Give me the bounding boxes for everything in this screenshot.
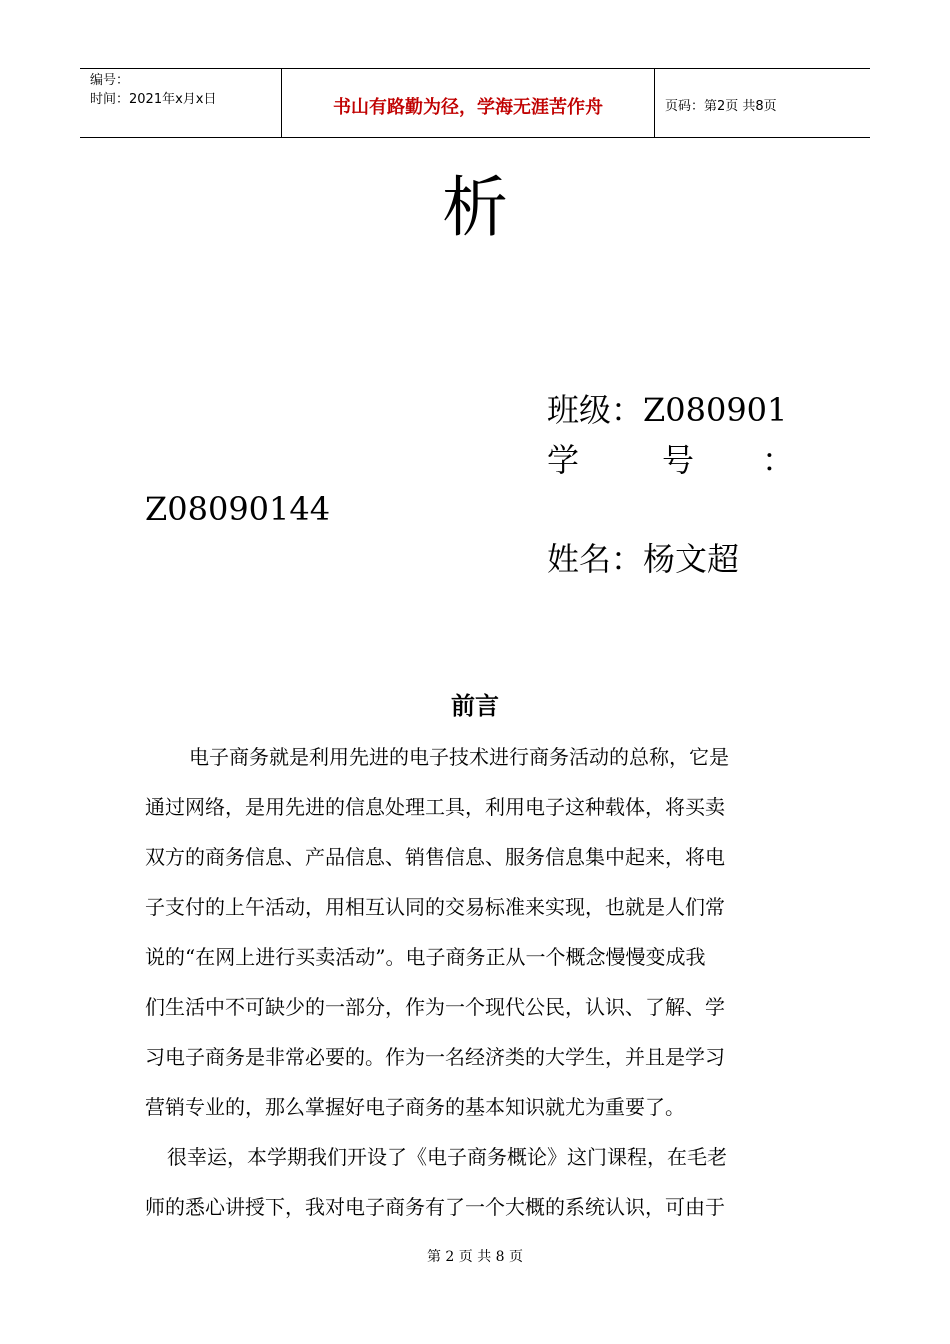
student-name: 姓名：杨文超	[547, 540, 740, 578]
page-footer: 第 2 页 共 8 页	[426, 1249, 524, 1265]
preface-line-8: 营销专业的，那么掌握好电子商务的基本知识就尤为重要了。	[145, 1095, 685, 1119]
number-label: 编号：	[90, 73, 130, 88]
preface-line-10: 师的悉心讲授下，我对电子商务有了一个大概的系统认识，可由于	[145, 1195, 725, 1219]
time-label: 时间：2021年x月x日	[90, 92, 217, 107]
student-id-char-1: 学	[547, 441, 580, 479]
preface-line-7: 习电子商务是非常必要的。作为一名经济类的大学生，并且是学习	[145, 1045, 725, 1069]
header-page-cell	[655, 69, 870, 137]
header-motto-cell	[282, 69, 655, 137]
student-id-colon: ：	[762, 441, 795, 479]
preface-line-9: 很幸运，本学期我们开设了《电子商务概论》这门课程，在毛老	[167, 1145, 727, 1169]
student-id-char-2: 号	[662, 441, 695, 479]
motto-text: 书山有路勤为径，学海无涯苦作舟	[333, 97, 603, 118]
page-header	[80, 68, 870, 138]
preface-line-3: 双方的商务信息、产品信息、销售信息、服务信息集中起来，将电	[145, 845, 725, 869]
preface-line-1: 电子商务就是利用先进的电子技术进行商务活动的总称，它是	[189, 745, 729, 769]
preface-line-4: 子支付的上午活动，用相互认同的交易标准来实现，也就是人们常	[145, 895, 725, 919]
header-meta-cell	[80, 69, 282, 137]
student-id-value: Z08090144	[145, 490, 331, 528]
class-info: 班级：Z080901	[547, 391, 788, 429]
preface-title: 前言	[451, 691, 499, 720]
preface-line-6: 们生活中不可缺少的一部分，作为一个现代公民，认识、了解、学	[145, 995, 725, 1019]
title-fragment: 析	[442, 169, 508, 246]
preface-line-2: 通过网络，是用先进的信息处理工具，利用电子这种载体，将买卖	[145, 795, 725, 819]
preface-line-5: 说的“在网上进行买卖活动”。电子商务正从一个概念慢慢变成我	[145, 945, 706, 969]
page-info: 页码：第2页 共8页	[665, 99, 777, 114]
